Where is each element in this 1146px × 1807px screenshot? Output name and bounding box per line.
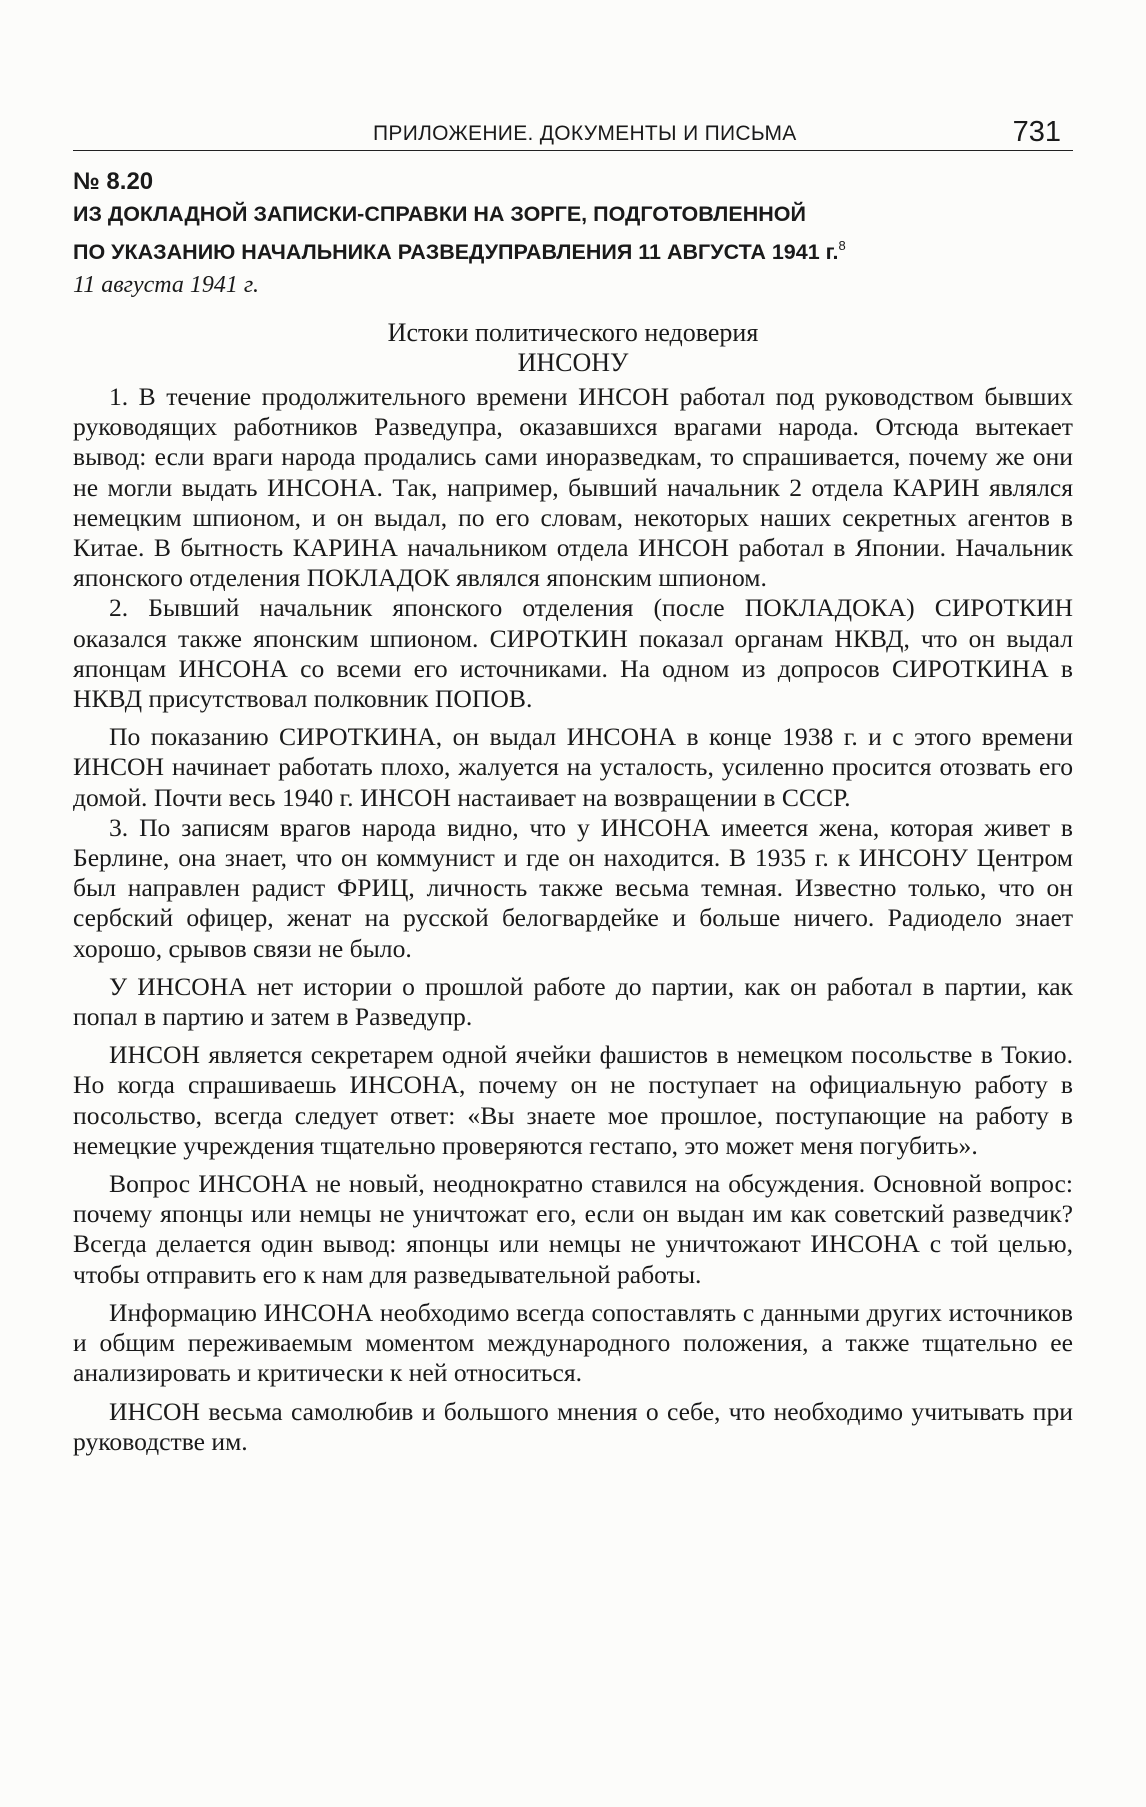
running-head-title: ПРИЛОЖЕНИЕ. ДОКУМЕНТЫ И ПИСЬМА [373, 122, 797, 145]
page-number: 731 [1012, 116, 1061, 148]
paragraph: Информацию ИНСОНА необходимо всегда сопоставлять с данными других источников и общим переживаемым моментом международного положения, а также тщательно ее анализировать и критически к ней относиться. [73, 1297, 1073, 1388]
paragraph: У ИНСОНА нет истории о прошлой работе до партии, как он работал в партии, как попал в партию и затем в Разведупр. [73, 971, 1073, 1032]
paragraph: ИНСОН весьма самолюбив и большого мнения о себе, что необходимо учитывать при руководстве им. [73, 1396, 1073, 1456]
document-date: 11 августа 1941 г. [73, 272, 259, 298]
book-page [73, 0, 1073, 1807]
paragraph: ИНСОН является секретарем одной ячейки фашистов в немецком посольстве в Токио. Но когда спрашиваешь ИНСОНА, почему он не поступает на официальную работу в посольство, всегда следует ответ: «Вы знаете мое прошлое, поступающие на работу в немецкие учреждения тщательно проверяются гестапо, это может меня погубить». [73, 1040, 1073, 1160]
document-title-line-2: ПО УКАЗАНИЮ НАЧАЛЬНИКА РАЗВЕДУПРАВЛЕНИЯ 11 АВГУСТА 1941 г. [73, 240, 839, 264]
document-number: № 8.20 [73, 168, 154, 195]
document-header [73, 166, 1073, 268]
paragraph: 3. По записям врагов народа видно, что у ИНСОНА имеется жена, которая живет в Берлине, она знает, что он коммунист и где он находится. В 1935 г. к ИНСОНУ Центром был направлен радист ФРИЦ, личность также весьма темная. Известно только, что он сербский офицер, женат на русской белогвардейке и больше ничего. Радиодело знает хорошо, срывов связи не было. [73, 812, 1073, 963]
footnote-ref: 8 [838, 238, 846, 253]
document-body [73, 382, 1073, 1457]
document-title-line-1: ИЗ ДОКЛАДНОЙ ЗАПИСКИ-СПРАВКИ НА ЗОРГЕ, ПОДГОТОВЛЕННОЙ [73, 202, 806, 226]
running-head [73, 116, 1073, 151]
section-heading-line-1: Истоки политического недоверия [387, 318, 759, 347]
section-heading [73, 318, 1073, 378]
paragraph: 1. В течение продолжительного времени ИНСОН работал под руководством бывших руководящих работников Разведупра, оказавшихся врагами народа. Отсюда вытекает вывод: если враги народа продались сами иноразведкам, то спрашивается, почему же они не могли выдать ИНСОНА. Так, например, бывший начальник 2 отдела КАРИН являлся немецким шпионом, и он выдал, по его словам, некоторых наших секретных агентов в Китае. В бытность КАРИНА начальником отдела ИНСОН работал в Японии. Начальник японского отделения ПОКЛАДОК являлся японским шпионом. [73, 382, 1073, 593]
section-heading-line-2: ИНСОНУ [517, 348, 629, 377]
paragraph: 2. Бывший начальник японского отделения (после ПОКЛАДОКА) СИРОТКИН оказался также японским шпионом. СИРОТКИН показал органам НКВД, что он выдал японцам ИНСОНА со всеми его источниками. На одном из допросов СИРОТКИНА в НКВД присутствовал полковник ПОПОВ. [73, 593, 1073, 714]
paragraph: По показанию СИРОТКИНА, он выдал ИНСОНА в конце 1938 г. и с этого времени ИНСОН начинает работать плохо, жалуется на усталость, усиленно просится отозвать его домой. Почти весь 1940 г. ИНСОН настаивает на возвращении в СССР. [73, 722, 1073, 812]
paragraph: Вопрос ИНСОНА не новый, неоднократно ставился на обсуждения. Основной вопрос: почему японцы или немцы не уничтожат его, если он выдан им как советский разведчик? Всегда делается один вывод: японцы или немцы не уничтожают ИНСОНА с той целью, чтобы отправить его к нам для разведывательной работы. [73, 1169, 1073, 1289]
